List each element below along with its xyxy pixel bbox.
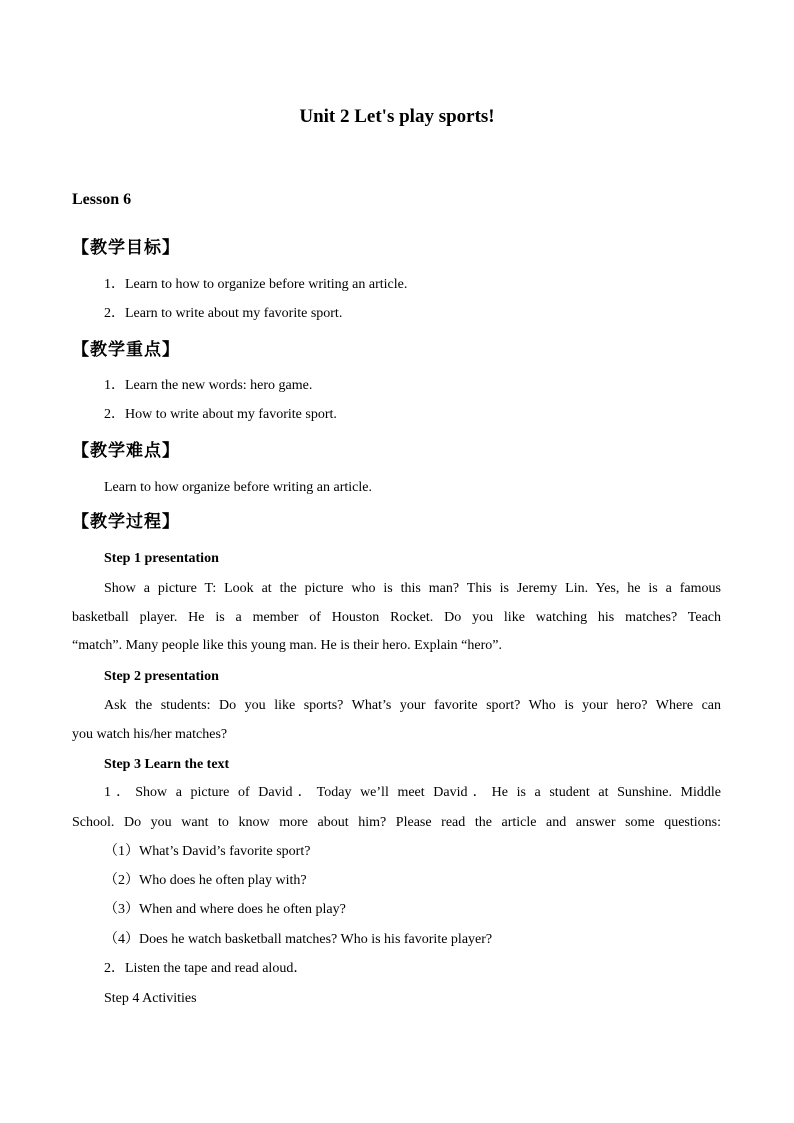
difficulties-heading: 【教学难点】 xyxy=(72,441,180,461)
process-heading: 【教学过程】 xyxy=(72,512,180,532)
step2-title: Step 2 presentation xyxy=(104,669,219,684)
step1-title: Step 1 presentation xyxy=(104,551,219,566)
step3-paragraph-line: 2．Listen the tape and read aloud． xyxy=(104,961,308,976)
objectives-heading: 【教学目标】 xyxy=(72,238,180,258)
lesson-label: Lesson 6 xyxy=(72,191,132,208)
step3-question: （4）Does he watch basketball matches? Who is his favorite player? xyxy=(104,932,493,947)
step4-title: Step 4 Activities xyxy=(104,991,197,1006)
step2-paragraph-line: you watch his/her matches? xyxy=(72,727,228,742)
key-points-heading: 【教学重点】 xyxy=(72,340,180,360)
step3-question: （2）Who does he often play with? xyxy=(104,873,307,888)
page-title: Unit 2 Let's play sports! xyxy=(299,106,495,127)
step3-question: （1）What’s David’s favorite sport? xyxy=(104,844,311,859)
objective-item: 2．Learn to write about my favorite sport. xyxy=(104,306,343,321)
step3-title: Step 3 Learn the text xyxy=(104,757,230,772)
key-point-item: 1．Learn the new words: hero game. xyxy=(104,378,313,393)
difficulties-text: Learn to how organize before writing an article. xyxy=(104,480,372,495)
step1-paragraph-line: basketball player. He is a member of Houston Rocket. Do you like watching his matches? Teach xyxy=(72,610,721,625)
key-point-item: 2．How to write about my favorite sport. xyxy=(104,407,337,422)
objective-item: 1．Learn to how to organize before writing an article. xyxy=(104,277,408,292)
step1-paragraph-line: “match”. Many people like this young man. He is their hero. Explain “hero”. xyxy=(72,638,502,653)
step3-question: （3）When and where does he often play? xyxy=(104,902,346,917)
step3-paragraph-line: School. Do you want to know more about him? Please read the article and answer some questions: xyxy=(72,815,721,830)
step1-paragraph-line: Show a picture T: Look at the picture who is this man? This is Jeremy Lin. Yes, he is a famous xyxy=(104,581,721,596)
step3-paragraph-line: 1．Show a picture of David．Today we’ll meet David．He is a student at Sunshine. Middle xyxy=(104,785,721,800)
step2-paragraph-line: Ask the students: Do you like sports? What’s your favorite sport? Who is your hero? Where can xyxy=(104,698,721,713)
